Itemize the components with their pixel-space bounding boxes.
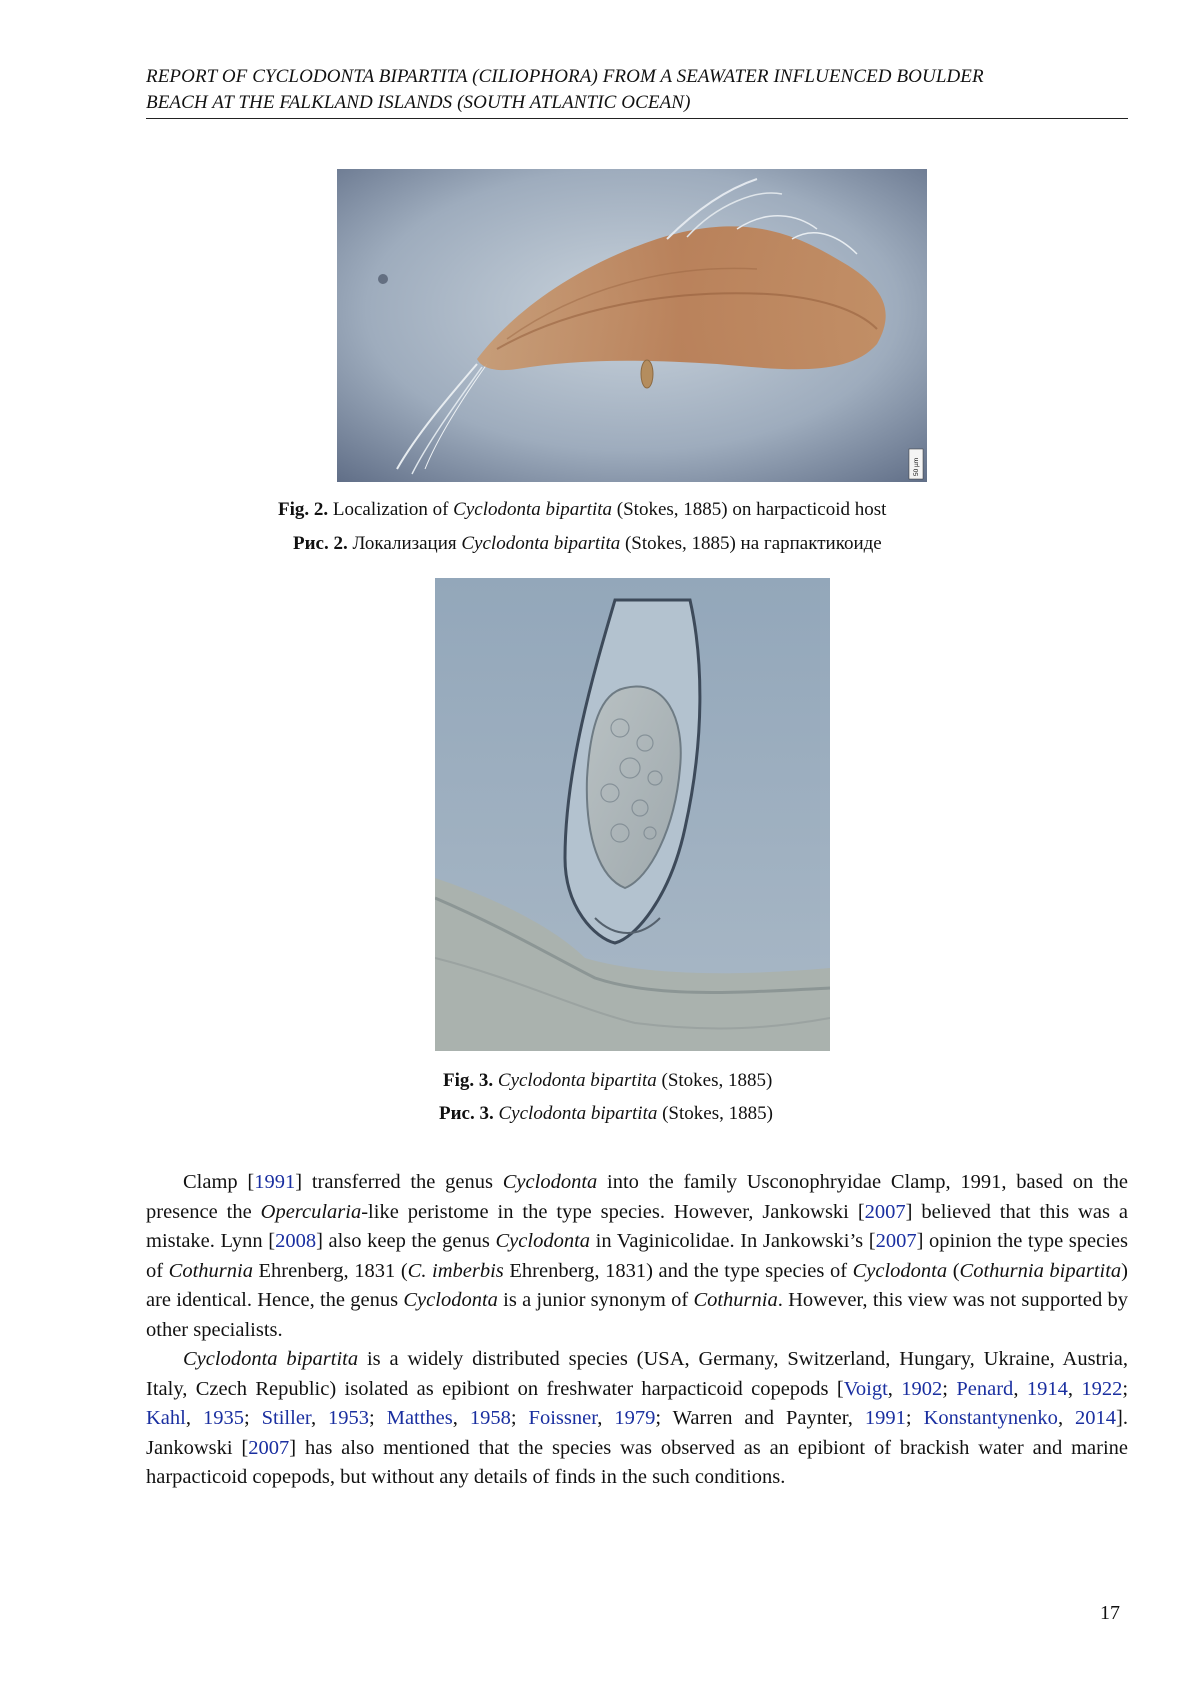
text: Ehrenberg, 1831) and the type species of <box>503 1259 853 1282</box>
text: Ehrenberg, 1831 ( <box>252 1259 408 1282</box>
text: into the family Usconophryidae Clamp, 1991, based on the presence the <box>146 1171 1128 1223</box>
text: ; <box>243 1407 262 1429</box>
page-number: 17 <box>1100 1602 1120 1624</box>
paragraph-2 <box>146 1345 1128 1493</box>
citation-link[interactable]: Voigt <box>843 1377 888 1400</box>
text: ; <box>942 1377 957 1400</box>
text: ] transferred the genus <box>295 1171 503 1193</box>
taxon: Cyclodonta <box>403 1289 498 1311</box>
caption-taxon: Cyclodonta bipartita <box>461 533 621 554</box>
text: ] believed that this was a mistake. Lynn [ <box>146 1200 1128 1252</box>
caption-label: Рис. 2. <box>293 533 348 554</box>
figure-2-caption-ru <box>293 532 882 556</box>
caption-taxon: Cyclodonta bipartita <box>497 1070 657 1091</box>
caption-text: (Stokes, 1885) <box>657 1103 773 1124</box>
citation-link[interactable]: 1979 <box>614 1407 656 1429</box>
text: , <box>1013 1377 1027 1400</box>
caption-text: (Stokes, 1885) on harpacticoid host <box>612 499 887 520</box>
text: ; <box>1122 1377 1129 1400</box>
figure-3-caption-ru <box>439 1102 773 1126</box>
text: is a junior synonym of <box>497 1289 694 1311</box>
citation-link[interactable]: 2014 <box>1075 1407 1117 1429</box>
caption-text: (Stokes, 1885) <box>656 1070 773 1091</box>
text: is a widely distributed species (USA, Germany, Switzerland, Hungary, Ukraine, Austria, Italy, Czech Republic) isolated as epibiont on freshwater harpacticoid copepods [ <box>146 1348 1128 1400</box>
taxon: Cyclodonta <box>502 1171 598 1193</box>
citation-link[interactable]: 1953 <box>328 1407 370 1429</box>
caption-label: Рис. 3. <box>439 1103 494 1124</box>
paragraph-1 <box>146 1168 1128 1345</box>
text: ; Warren and Paynter, <box>655 1407 865 1429</box>
citation-link[interactable]: 1958 <box>469 1407 511 1429</box>
text: , <box>310 1407 329 1429</box>
text: , <box>452 1407 470 1429</box>
header-rule <box>146 118 1128 119</box>
citation-link[interactable]: 1991 <box>254 1171 296 1193</box>
citation-link[interactable]: 1991 <box>864 1407 906 1429</box>
text: . However, this view was not supported by other specialists. <box>146 1289 1128 1341</box>
text: ; <box>369 1407 387 1429</box>
taxon: Cothurnia bipartita <box>959 1259 1122 1282</box>
taxon: Cyclodonta bipartita <box>183 1348 359 1370</box>
text: ( <box>947 1259 960 1282</box>
taxon: Cyclodonta <box>495 1230 591 1252</box>
citation-link[interactable]: 1935 <box>202 1407 244 1429</box>
figure-2-caption-en <box>278 498 886 522</box>
caption-taxon: Cyclodonta bipartita <box>453 499 613 520</box>
text: -like peristome in the type species. However, Jankowski [ <box>361 1200 865 1223</box>
text: ] also keep the genus <box>316 1230 496 1252</box>
caption-text: Localization of <box>332 499 454 520</box>
taxon: Cothurnia <box>168 1259 253 1282</box>
caption-text: Локализация <box>352 533 462 554</box>
figure-3-micrograph <box>435 578 830 1051</box>
text: ; <box>510 1407 529 1429</box>
taxon: Opercularia <box>260 1200 362 1223</box>
citation-link[interactable]: 1914 <box>1026 1377 1068 1400</box>
caption-text: (Stokes, 1885) на гарпактикоиде <box>620 533 882 554</box>
figure-2-micrograph <box>337 169 927 482</box>
text: ) are identical. Hence, the genus <box>146 1259 1128 1311</box>
citation-link[interactable]: 2007 <box>248 1436 290 1459</box>
body-text <box>146 1168 1128 1493</box>
text: , <box>1057 1407 1076 1429</box>
citation-link[interactable]: 1922 <box>1081 1377 1123 1400</box>
text: ; <box>905 1407 924 1429</box>
citation-link[interactable]: Konstantynenko <box>923 1407 1058 1429</box>
text: Clamp [ <box>183 1171 255 1193</box>
citation-link[interactable]: Matthes <box>386 1407 453 1429</box>
caption-taxon: Cyclodonta bipartita <box>498 1103 658 1124</box>
citation-link[interactable]: 2008 <box>275 1230 317 1252</box>
running-header <box>146 64 1126 116</box>
text: , <box>597 1407 615 1429</box>
scale-bar-label: 50 µm <box>913 457 920 476</box>
citation-link[interactable]: Stiller <box>261 1407 311 1429</box>
text: , <box>185 1407 203 1429</box>
citation-link[interactable]: Foissner <box>528 1407 598 1429</box>
text: , <box>1067 1377 1082 1400</box>
header-line-1: REPORT OF CYCLODONTA BIPARTITA (CILIOPHORA) FROM A SEAWATER INFLUENCED BOULDER <box>146 66 984 87</box>
taxon: Cyclodonta <box>852 1259 948 1282</box>
citation-link[interactable]: 2007 <box>864 1200 906 1223</box>
citation-link[interactable]: 1902 <box>901 1377 943 1400</box>
text: ] has also mentioned that the species was observed as an epibiont of brackish water and marine harpacticoid copepods, but without any details of finds in the such conditions. <box>146 1436 1129 1488</box>
header-line-2: BEACH AT THE FALKLAND ISLANDS (SOUTH ATLANTIC OCEAN) <box>146 92 691 113</box>
taxon: Cothurnia <box>693 1289 778 1311</box>
figure-3-caption-en <box>443 1069 772 1093</box>
text: ] opinion the type species of <box>146 1230 1128 1282</box>
text: , <box>887 1377 902 1400</box>
caption-label: Fig. 2. <box>278 499 329 520</box>
text: in Vaginicolidae. In Jankowski’s [ <box>590 1230 876 1252</box>
text: ]. Jankowski [ <box>146 1407 1128 1459</box>
taxon: C. imberbis <box>407 1259 504 1282</box>
citation-link[interactable]: 2007 <box>875 1230 917 1252</box>
citation-link[interactable]: Kahl <box>146 1407 186 1429</box>
citation-link[interactable]: Penard <box>956 1377 1014 1400</box>
caption-label: Fig. 3. <box>443 1070 494 1091</box>
